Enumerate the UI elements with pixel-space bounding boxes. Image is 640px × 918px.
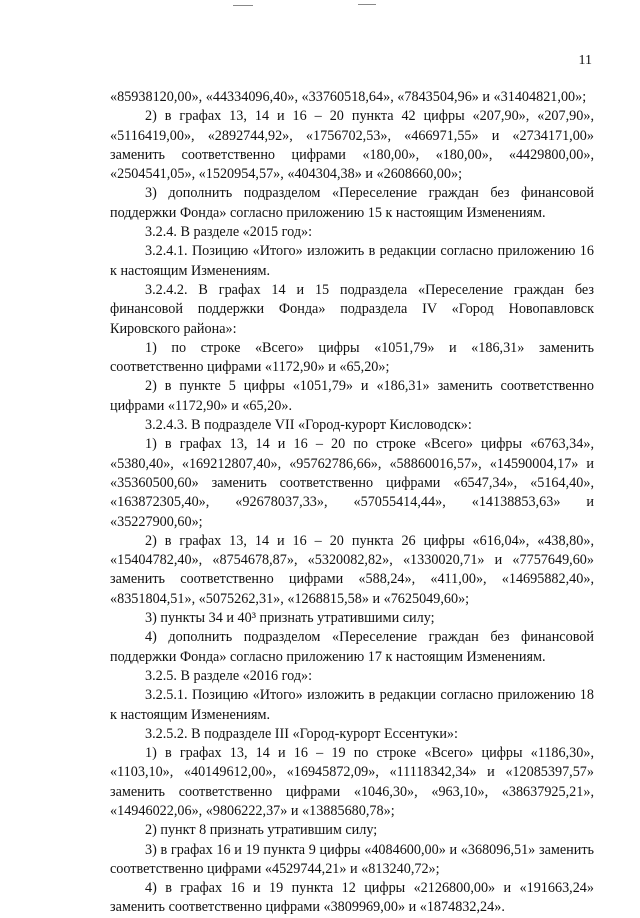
paragraph: 2) в пункте 5 цифры «1051,79» и «186,31» заменить соответственно цифрами «1172,90» и «65,20». bbox=[110, 378, 594, 414]
paragraph: 3) в графах 16 и 19 пункта 9 цифры «4084600,00» и «368096,51» заменить соответственно цифрами «4529744,21» и «813240,72»; bbox=[110, 841, 594, 877]
top-mark-left bbox=[233, 5, 253, 6]
paragraph: 3) пункты 34 и 40³ признать утратившими силу; bbox=[145, 610, 435, 627]
paragraph: 1) по строке «Всего» цифры «1051,79» и «186,31» заменить соответственно цифрами «1172,90» и «65,20»; bbox=[110, 339, 594, 376]
document-body bbox=[110, 88, 594, 918]
paragraph: 2) в графах 13, 14 и 16 – 20 пункта 42 цифры «207,90», «207,90», «5116419,00», «2892744,92», «1756702,53», «466971,55» и «2734171,00» заменить соответственно цифрами «180,00», «180,00», «4429800,00», «2504541,05», «1520954,57», «404304,38» и «2608660,00»; bbox=[110, 108, 594, 183]
paragraph: 2) пункт 8 признать утратившим силу; bbox=[145, 822, 378, 839]
top-edge-marks bbox=[0, 3, 640, 9]
top-mark-right bbox=[358, 4, 376, 5]
paragraph: 3.2.4.1. Позицию «Итого» изложить в редакции согласно приложению 16 к настоящим Изменениям. bbox=[110, 243, 594, 279]
paragraph: 4) в графах 16 и 19 пункта 12 цифры «2126800,00» и «191663,24» заменить соответственно цифрами «3809969,00» и «1874832,24». bbox=[110, 880, 594, 916]
paragraph: 2) в графах 13, 14 и 16 – 20 пункта 26 цифры «616,04», «438,80», «15404782,40», «8754678,87», «5320082,82», «1330020,71» и «7757649,60» заменить соответственно цифрами «588,24», «411,00», «14695882,40», «8351804,51», «5075262,31», «1268815,58» и «7625049,60»; bbox=[110, 532, 594, 607]
paragraph: 3.2.4.3. В подразделе VII «Город-курорт Кисловодск»: bbox=[145, 417, 472, 434]
page-number: 11 bbox=[578, 53, 592, 68]
paragraph: 3.2.5.1. Позицию «Итого» изложить в редакции согласно приложению 18 к настоящим Изменениям. bbox=[110, 687, 594, 723]
paragraph: 3.2.5.2. В подразделе III «Город-курорт Ессентуки»: bbox=[145, 725, 458, 742]
paragraph: 1) в графах 13, 14 и 16 – 20 по строке «Всего» цифры «6763,34», «5380,40», «169212807,40», «95762786,66», «58860016,57», «14590004,17» и «35360500,60» заменить соответственно цифрами «6547,34», «5164,40», «163872305,40», «92678037,33», «57055414,44», «14138853,63» и «35227900,60»; bbox=[110, 436, 594, 530]
paragraph: 3.2.4.2. В графах 14 и 15 подраздела «Переселение граждан без финансовой поддержки Фонда» подраздела IV «Город Новопавловск Кировского района»: bbox=[110, 281, 594, 337]
paragraph: «85938120,00», «44334096,40», «33760518,64», «7843504,96» и «31404821,00»; bbox=[110, 89, 587, 105]
paragraph: 4) дополнить подразделом «Переселение граждан без финансовой поддержки Фонда» согласно приложению 17 к настоящим Изменениям. bbox=[110, 629, 594, 665]
paragraph: 3) дополнить подразделом «Переселение граждан без финансовой поддержки Фонда» согласно приложению 15 к настоящим Изменениям. bbox=[110, 185, 594, 221]
paragraph: 3.2.4. В разделе «2015 год»: bbox=[145, 224, 313, 241]
paragraph: 3.2.5. В разделе «2016 год»: bbox=[145, 667, 313, 684]
paragraph: 1) в графах 13, 14 и 16 – 19 по строке «Всего» цифры «1186,30», «1103,10», «40149612,00», «16945872,09», «11118342,34» и «12085397,57» заменить соответственно цифрами «1046,30», «963,10», «38637925,21», «14946022,06», «9806222,37» и «13885680,78»; bbox=[110, 745, 594, 819]
